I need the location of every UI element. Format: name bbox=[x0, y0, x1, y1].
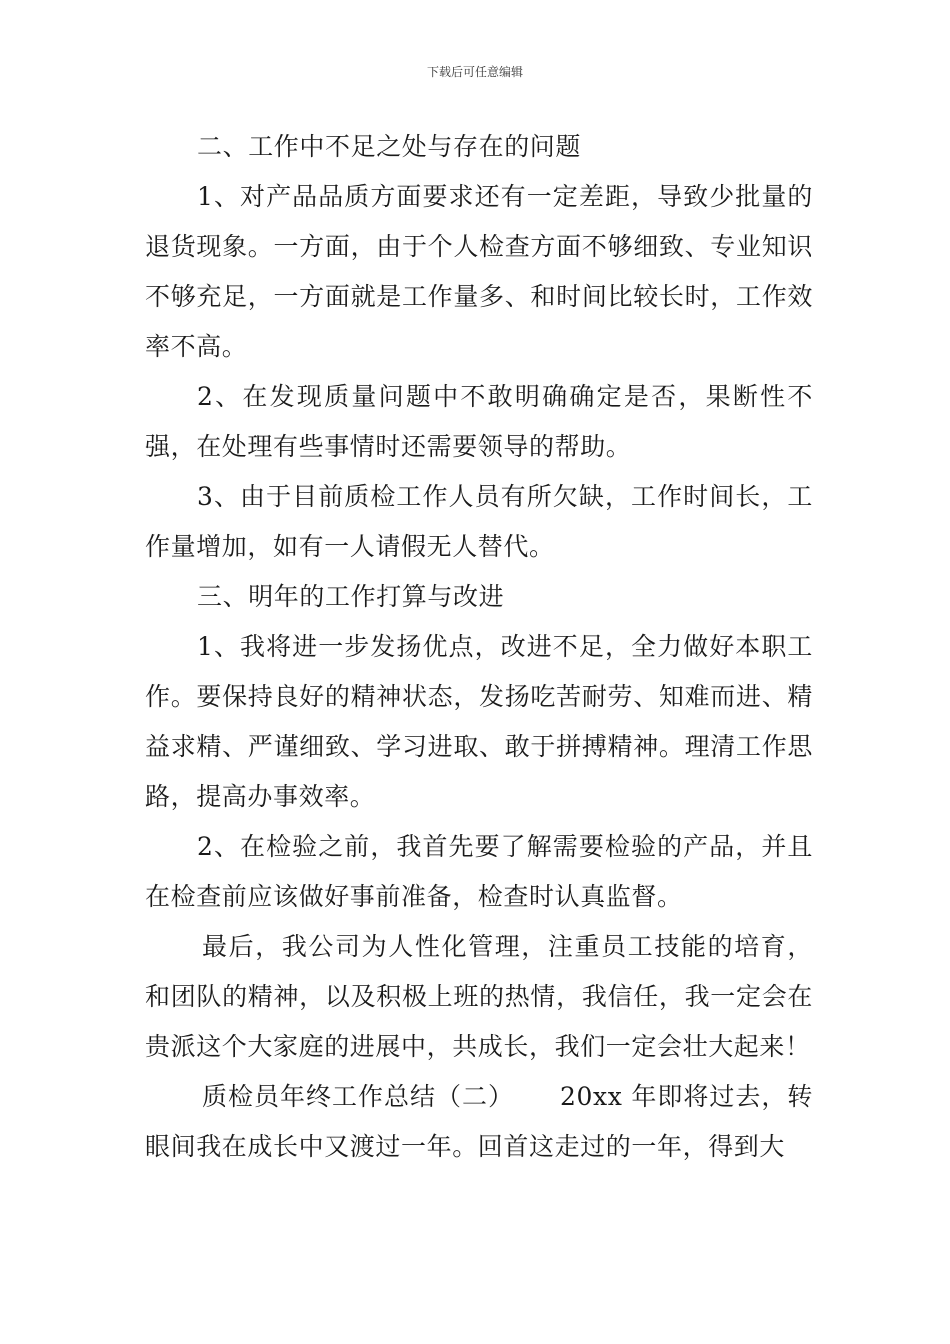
summary-two-text: 20xx 年即将过去，转眼间我在成长中又渡过一年。回首这走过的一年，得到大 bbox=[145, 1082, 813, 1161]
summary-two-title: 质检员年终工作总结（二） bbox=[202, 1082, 515, 1111]
page-header-note: 下载后可任意编辑 bbox=[426, 65, 523, 79]
paragraph-decisiveness: 2、在发现质量问题中不敢明确确定是否，果断性不强，在处理有些事情时还需要领导的帮助。 bbox=[145, 382, 813, 461]
section-heading-plans: 三、明年的工作打算与改进 bbox=[197, 582, 505, 611]
paragraph-improvement: 1、我将进一步发扬优点，改进不足，全力做好本职工作。要保持良好的精神状态，发扬吃苦耐劳、知难而进、精益求精、严谨细致、学习进取、敢于拼搏精神。理清工作思路，提高办事效率。 bbox=[145, 632, 813, 811]
paragraph-conclusion: 最后，我公司为人性化管理，注重员工技能的培育，和团队的精神，以及积极上班的热情，我信任，我一定会在贵派这个大家庭的进展中，共成长，我们一定会壮大起来！ bbox=[145, 932, 813, 1061]
document-body bbox=[145, 122, 813, 1172]
section-heading-shortcomings: 二、工作中不足之处与存在的问题 bbox=[197, 132, 582, 161]
paragraph-summary-two bbox=[145, 1072, 813, 1172]
paragraph-quality-gap: 1、对产品品质方面要求还有一定差距，导致少批量的退货现象。一方面，由于个人检查方面不够细致、专业知识不够充足，一方面就是工作量多、和时间比较长时，工作效率不高。 bbox=[145, 182, 813, 361]
paragraph-inspection-prep: 2、在检验之前，我首先要了解需要检验的产品，并且在检查前应该做好事前准备，检查时认真监督。 bbox=[145, 832, 813, 911]
paragraph-staffing: 3、由于目前质检工作人员有所欠缺，工作时间长，工作量增加，如有一人请假无人替代。 bbox=[145, 482, 813, 561]
